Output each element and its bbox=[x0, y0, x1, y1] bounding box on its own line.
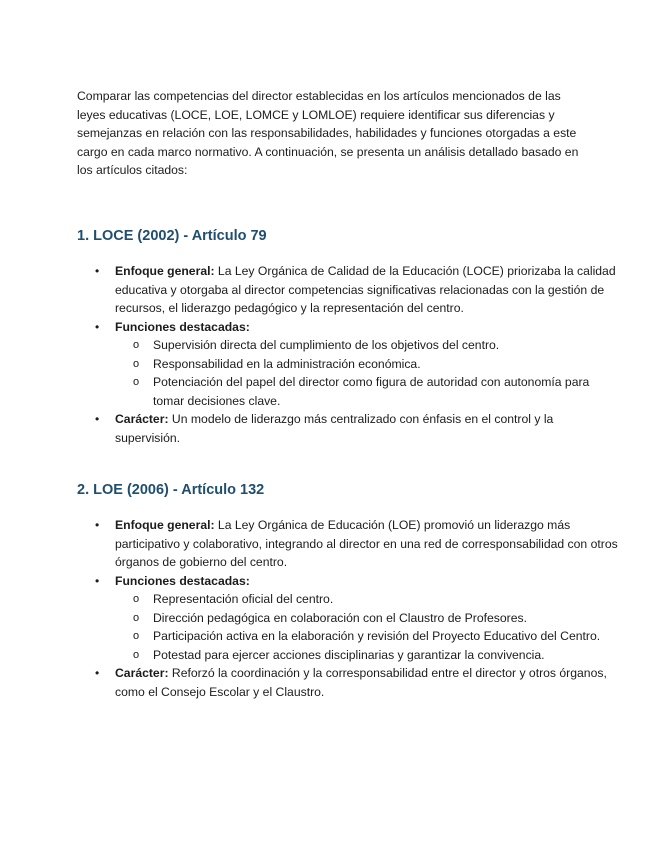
sub-list-item bbox=[133, 646, 620, 665]
list-item-caracter bbox=[95, 410, 620, 447]
list-item-funciones bbox=[95, 318, 620, 411]
enfoque-label: Enfoque general: bbox=[115, 264, 215, 278]
funcion-text: Potestad para ejercer acciones disciplinarias y garantizar la convivencia. bbox=[153, 647, 545, 662]
bullet-icon: • bbox=[95, 573, 100, 588]
enfoque-label: Enfoque general: bbox=[115, 518, 215, 532]
sub-list-item bbox=[133, 627, 620, 646]
sub-bullet-icon: o bbox=[133, 648, 140, 661]
bullet-icon: • bbox=[95, 518, 100, 532]
intro-paragraph: Comparar las competencias del director establecidas en los artículos mencionados de las leyes educativas (LOCE, LOE, LOMCE y LOMLOE) requiere identificar sus diferencias y semejanzas en relación con las responsabilidades, habilidades y funciones otorgadas a este cargo en cada marco normativo. A continuación, se presenta un análisis detallado basado en los artículos citados: bbox=[77, 89, 579, 177]
sub-bullet-icon: o bbox=[133, 339, 140, 351]
enfoque-text: La Ley Orgánica de Educación (LOE) promovió un liderazgo más participativo y colaborativo, integrando al director en una red de corresponsabilidad con otros órganos de gobierno del centro. bbox=[115, 518, 618, 569]
list-item-funciones bbox=[95, 572, 620, 665]
sub-bullet-icon: o bbox=[133, 376, 140, 388]
section-heading-loce: 1. LOCE (2002) - Artículo 79 bbox=[77, 228, 267, 244]
bullet-icon: • bbox=[95, 319, 100, 334]
caracter-label: Carácter: bbox=[115, 666, 169, 680]
enfoque-text: La Ley Orgánica de Calidad de la Educación (LOCE) priorizaba la calidad educativa y otorgaba al director competencias significativas relacionadas con la gestión de recursos, el liderazgo pedagógico y la representación del centro. bbox=[115, 264, 616, 315]
caracter-text: Reforzó la coordinación y la corresponsabilidad entre el director y otros órganos, como el Consejo Escolar y el Claustro. bbox=[115, 666, 607, 699]
section-list-loce bbox=[77, 262, 620, 447]
funcion-text: Participación activa en la elaboración y revisión del Proyecto Educativo del Centro. bbox=[153, 629, 601, 643]
funcion-text: Representación oficial del centro. bbox=[153, 592, 334, 606]
sub-list-item bbox=[133, 590, 620, 609]
section-heading-loe: 2. LOE (2006) - Artículo 132 bbox=[77, 482, 265, 498]
list-item-caracter bbox=[95, 664, 620, 701]
sub-list-item bbox=[133, 373, 620, 410]
funcion-text: Dirección pedagógica en colaboración con el Claustro de Profesores. bbox=[153, 610, 527, 625]
sub-bullet-icon: o bbox=[133, 593, 140, 605]
sub-bullet-icon: o bbox=[133, 611, 140, 624]
bullet-icon: • bbox=[95, 412, 100, 426]
funciones-label: Funciones destacadas: bbox=[115, 319, 250, 334]
bullet-icon: • bbox=[95, 264, 100, 278]
funcion-text: Supervisión directa del cumplimiento de los objetivos del centro. bbox=[153, 338, 500, 352]
sub-list-item bbox=[133, 355, 620, 374]
section-list-loe bbox=[77, 516, 620, 701]
sub-list-item bbox=[133, 609, 620, 628]
caracter-text: Un modelo de liderazgo más centralizado con énfasis en el control y la supervisión. bbox=[115, 412, 554, 445]
sub-list-item bbox=[133, 336, 620, 355]
sub-bullet-icon: o bbox=[133, 630, 140, 642]
funciones-label: Funciones destacadas: bbox=[115, 573, 250, 588]
list-item-enfoque bbox=[95, 262, 620, 318]
funciones-sublist bbox=[115, 336, 620, 410]
list-item-enfoque bbox=[95, 516, 620, 572]
funcion-text: Responsabilidad en la administración económica. bbox=[153, 356, 421, 371]
caracter-label: Carácter: bbox=[115, 412, 169, 426]
funcion-text: Potenciación del papel del director como figura de autoridad con autonomía para tomar decisiones clave. bbox=[153, 375, 590, 408]
sub-bullet-icon: o bbox=[133, 357, 140, 370]
funciones-sublist bbox=[115, 590, 620, 664]
bullet-icon: • bbox=[95, 666, 100, 680]
